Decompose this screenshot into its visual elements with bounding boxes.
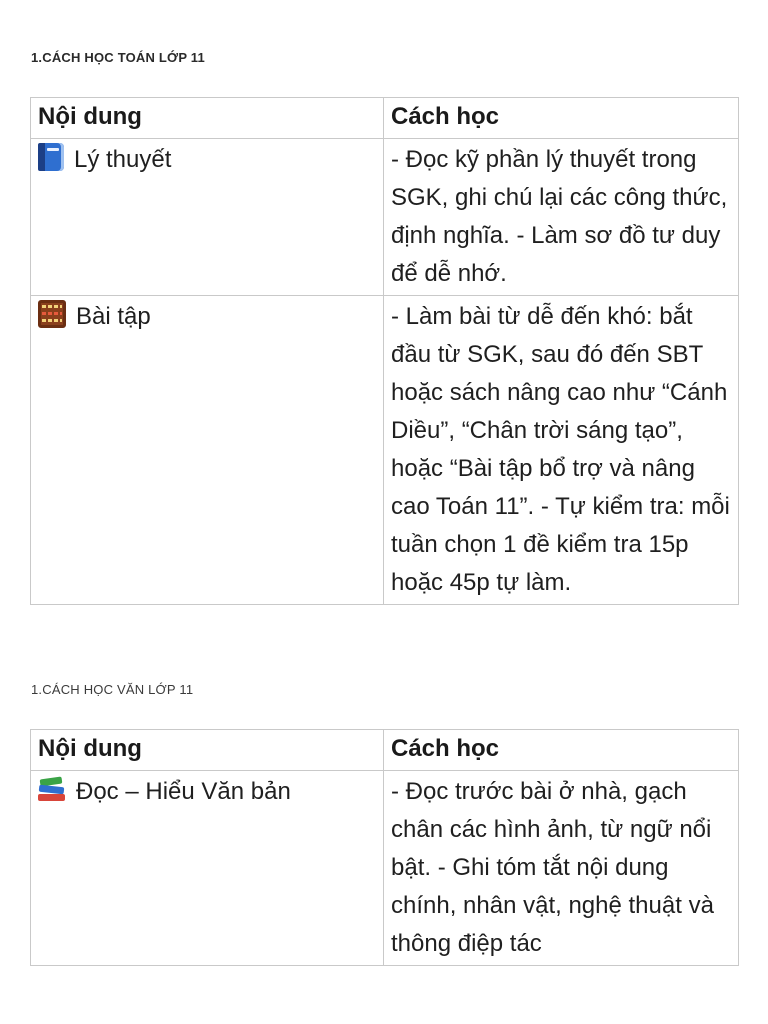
method-cell: - Làm bài từ dễ đến khó: bắt đầu từ SGK, sau đó đến SBT hoặc sách nâng cao như “Cánh Diều”, “Chân trời sáng tạo”, hoặc “Bài tập bổ trợ và nâng cao Toán 11”. - Tự kiểm tra: mỗi tuần chọn 1 đề kiểm tra 15p hoặc 45p tự làm. <box>384 296 739 605</box>
table-row <box>31 771 739 966</box>
content-label: Bài tập <box>76 303 151 330</box>
column-header-content: Nội dung <box>31 730 384 771</box>
content-cell <box>31 139 384 296</box>
method-cell: - Đọc trước bài ở nhà, gạch chân các hình ảnh, từ ngữ nổi bật. - Ghi tóm tắt nội dung chính, nhân vật, nghệ thuật và thông điệp tác <box>384 771 739 966</box>
math-study-table <box>30 97 739 605</box>
table-row <box>31 296 739 605</box>
method-cell: - Đọc kỹ phần lý thuyết trong SGK, ghi chú lại các công thức, định nghĩa. - Làm sơ đồ tư duy để dễ nhớ. <box>384 139 739 296</box>
column-header-method: Cách học <box>384 98 739 139</box>
content-label: Lý thuyết <box>74 146 172 173</box>
section-heading-literature: 1.CÁCH HỌC VĂN LỚP 11 <box>31 682 194 697</box>
section-heading-math: 1.CÁCH HỌC TOÁN LỚP 11 <box>31 50 205 65</box>
content-cell <box>31 771 384 966</box>
table-header-row <box>31 730 739 771</box>
books-stack-icon <box>38 775 66 803</box>
literature-study-table <box>30 729 739 966</box>
blue-book-icon <box>38 143 64 171</box>
content-cell <box>31 296 384 605</box>
column-header-content: Nội dung <box>31 98 384 139</box>
content-label: Đọc – Hiểu Văn bản <box>76 778 291 805</box>
abacus-icon <box>38 300 66 328</box>
table-row <box>31 139 739 296</box>
column-header-method: Cách học <box>384 730 739 771</box>
table-header-row <box>31 98 739 139</box>
